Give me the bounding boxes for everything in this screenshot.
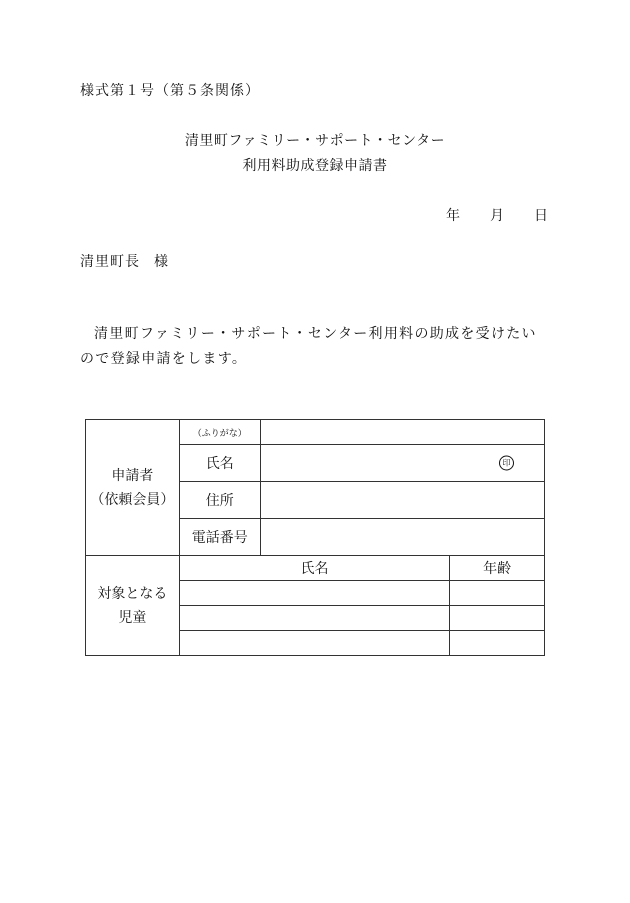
form-title-line2: 利用料助成登録申請書 [242,158,388,174]
child-name-field[interactable] [179,581,449,606]
furigana-field[interactable] [260,420,544,445]
phone-field[interactable] [260,519,544,556]
form-title-line1: 清里町ファミリー・サポート・センター [184,133,446,149]
phone-label: 電話番号 [179,519,260,556]
day-label: 日 [534,208,548,224]
application-table [85,419,545,656]
name-label: 氏名 [179,445,260,482]
addressee [80,251,169,271]
addressee-name: 清里町長 [80,254,140,270]
seal-icon: 印 [499,456,514,471]
application-statement: 清里町ファミリー・サポート・センター利用料の助成を受けたいので登録申請をします。 [80,326,537,367]
addressee-honorific: 様 [154,254,169,270]
address-label: 住所 [179,482,260,519]
furigana-label: （ふりがな） [179,420,260,445]
year-label: 年 [446,208,460,224]
child-age-field[interactable] [450,606,545,631]
applicant-label: 申請者 [111,467,154,484]
furigana-row [86,420,545,445]
child-name-header: 氏名 [179,556,449,581]
child-label-cell [86,556,180,656]
month-label: 月 [490,208,504,224]
date-line [446,205,548,225]
child-header-row [86,556,545,581]
form-number: 様式第１号（第５条関係） [80,83,260,99]
child-age-header: 年齢 [450,556,545,581]
name-field[interactable] [260,445,544,482]
child-label-line1: 対象となる [97,585,168,602]
applicant-sub-label: （依頼会員） [90,491,175,508]
child-age-field[interactable] [450,631,545,656]
child-name-field[interactable] [179,631,449,656]
child-age-field[interactable] [450,581,545,606]
address-field[interactable] [260,482,544,519]
child-name-field[interactable] [179,606,449,631]
applicant-label-cell [86,420,180,556]
child-label-line2: 児童 [118,609,147,626]
